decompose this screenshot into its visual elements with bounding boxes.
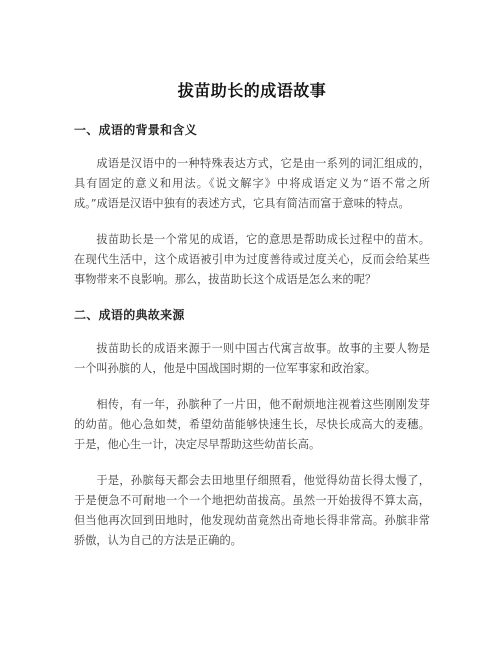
section-heading: 二、成语的典故来源 [74, 308, 185, 322]
section-heading: 一、成语的背景和含义 [74, 123, 198, 137]
document-title: 拔苗助长的成语故事 [177, 81, 327, 100]
paragraph: 相传，有一年，孙膑种了一片田，他不耐烦地注视着这些刚刚发芽的幼苗。他心急如焚，希望幼苗能够快速生长，尽快长成高大的麦穗。于是，他心生一计，决定尽早帮助这些幼苗长高。 [74, 398, 430, 451]
paragraph: 成语是汉语中的一种特殊表达方式，它是由一系列的词汇组成的，具有固定的意义和用法。《说文解字》中将成语定义为“语不常之所成。”成语是汉语中独有的表述方式，它具有简洁而富于意味的特点。 [74, 157, 430, 210]
paragraph: 拔苗助长是一个常见的成语，它的意思是帮助成长过程中的苗木。在现代生活中，这个成语被引申为过度善待或过度关心，反而会给某些事物带来不良影响。那么，拔苗助长这个成语是怎么来的呢？ [74, 233, 430, 286]
paragraph: 拔苗助长的成语来源于一则中国古代寓言故事。故事的主要人物是一个叫孙膑的人，他是中国战国时期的一位军事家和政治家。 [74, 342, 430, 375]
section-background [74, 121, 430, 290]
section-origin [74, 306, 430, 551]
paragraph: 于是，孙膑每天都会去田地里仔细照看，他觉得幼苗长得太慢了，于是便急不可耐地一个一个地把幼苗拔高。虽然一开始拔得不算太高，但当他再次回到田地时，他发现幼苗竟然出奇地长得非常高。孙膑非常骄傲，认为自己的方法是正确的。 [74, 474, 430, 547]
